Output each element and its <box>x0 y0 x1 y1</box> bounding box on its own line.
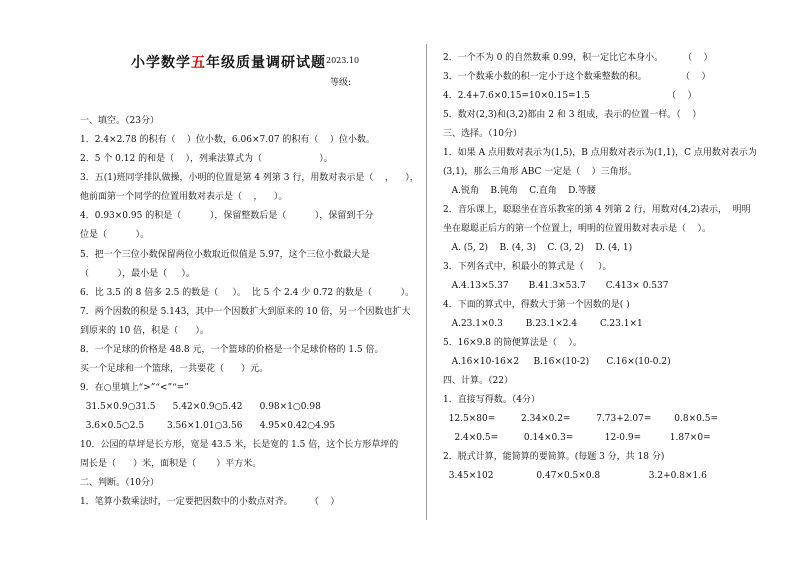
choice-options: A.16×10-16×2 B.16×(10-2) C.16×(10-0.2) <box>443 357 671 367</box>
question-line: (3,1)，那么三角形 ABC 一定是（ ）三角形。 <box>443 167 637 177</box>
question-line: 坐在聪聪正后方的第一个位置上，明明的位置用数对表示是（ ）。 <box>443 224 711 234</box>
question-line: 10．公园的草坪是长方形，宽是 43.5 米，长是宽的 1.5 倍，这个长方形草坪的 <box>80 440 399 450</box>
compare-row: 3.6×0.5○2.5 3.56×1.01○3.56 4.95×0.42○4.95 <box>80 421 336 431</box>
section-heading: 二、判断。（10分） <box>80 478 159 488</box>
question-line: 位是（ ）。 <box>80 230 150 240</box>
question-line: 2．脱式计算，能简算的要简算。(每题 3 分，共 18 分) <box>443 452 665 462</box>
calc-row: 3.45×102 0.47×0.5×0.8 3.2+0.8×1.6 <box>443 471 707 481</box>
compare-row: 31.5×0.9○31.5 5.42×0.9○5.42 0.98×1○0.98 <box>80 402 321 412</box>
section-heading: 三、选择。（10分） <box>443 129 522 139</box>
question-line: 1．2.4×2.78 的积有（ ）位小数，6.06×7.07 的积有（ ）位小数。 <box>80 135 375 145</box>
choice-options: A.4.13×5.37 B.41.3×53.7 C.413× 0.537 <box>443 281 669 291</box>
question-line: 2．5 个 0.12 的和是（ ），列乘法算式为（ ）。 <box>80 154 333 164</box>
title-part-2: 年级质量调研试题 <box>206 55 326 71</box>
column-divider <box>426 44 427 520</box>
question-line: 买一个足球和一个篮球，一共要花（ ）元。 <box>80 364 269 374</box>
question-line: 5．16×9.8 的简便算法是（ ）。 <box>443 338 582 348</box>
calc-row: 2.4×0.5= 0.14×0.3= 12-0.9= 1.87×0= <box>443 433 711 443</box>
section-heading: 一、填空。（23分） <box>80 116 159 126</box>
question-line: 他前面第一个同学的位置用数对表示是（ ， ）。 <box>80 192 288 202</box>
question-line: 周长是（ ）米，面积是（ ）平方米。 <box>80 459 262 469</box>
question-line: 到原来的 10 倍，积是（ ）。 <box>80 326 209 336</box>
grade-label: 等级: <box>330 78 352 88</box>
question-line: 3．五(1)班同学排队做操，小明的位置是第 4 列第 3 行，用数对表示是（ ， ）， <box>80 173 419 183</box>
title-grade-number: 五 <box>191 55 206 71</box>
exam-title <box>131 52 326 72</box>
question-line: 2．音乐课上，聪聪坐在音乐教室的第 4 列第 2 行，用数对(4,2)表示， 明明 <box>443 205 751 215</box>
question-line: 3．一个数乘小数的积一定小于这个数乘整数的积。 （ ） <box>443 72 711 82</box>
question-line: 4．0.93×0.95 的积是（ ），保留整数后是（ ），保留到千分 <box>80 211 374 221</box>
question-line: 4．下面的算式中，得数大于第一个因数的是( ) <box>443 300 630 310</box>
calc-row: 12.5×80= 2.34×0.2= 7.73+2.07= 0.8×0.5= <box>443 414 718 424</box>
question-line: 6．比 3.5 的 8 倍多 2.5 的数是（ ）。 比 5 个 2.4 少 0.72 的数是（ ）。 <box>80 288 415 298</box>
question-line: 3．下列各式中，积最小的算式是（ ）。 <box>443 262 612 272</box>
question-line: 7．两个因数的积是 5.143，其中一个因数扩大到原来的 10 倍，另一个因数也扩大 <box>80 307 411 317</box>
choice-options: A.锐角 B.钝角 C.直角 D.等腰 <box>443 186 596 196</box>
question-line: 1．直接写得数。（4分） <box>443 395 540 405</box>
question-line: 2．一个不为 0 的自然数乘 0.99，积一定比它本身小。 （ ） <box>443 53 713 63</box>
question-line: 9．在○里填上“>”“<”“=” <box>80 383 189 393</box>
question-line: 5．数对(2,3)和(3,2)都由 2 和 3 组成，表示的位置一样。（ ） <box>443 110 702 120</box>
question-line: 4．2.4+7.6×0.15=10×0.15=1.5 （ ） <box>443 91 697 101</box>
section-heading: 四、计算。（22） <box>443 376 513 386</box>
choice-options: A.23.1×0.3 B.23.1×2.4 C.23.1×1 <box>443 319 643 329</box>
question-line: 1．如果 A 点用数对表示为(1,5)，B 点用数对表示为(1,1)，C 点用数对表示为 <box>443 148 757 158</box>
exam-date: 2023.10 <box>326 56 360 65</box>
question-line: 1．笔算小数乘法时，一定要把因数中的小数点对齐。 （ ） <box>80 497 340 507</box>
question-line: 8．一个足球的价格是 48.8 元，一个篮球的价格是一个足球价格的 1.5 倍。 <box>80 345 384 355</box>
question-line: （ ），最小是（ ）。 <box>80 269 195 279</box>
question-line: 5．把一个三位小数保留两位小数取近似值是 5.97，这个三位小数最大是 <box>80 250 370 260</box>
choice-options: A. (5, 2) B. (4, 3) C. (3, 2) D. (4, 1) <box>443 243 633 253</box>
title-part-1: 小学数学 <box>131 55 191 71</box>
